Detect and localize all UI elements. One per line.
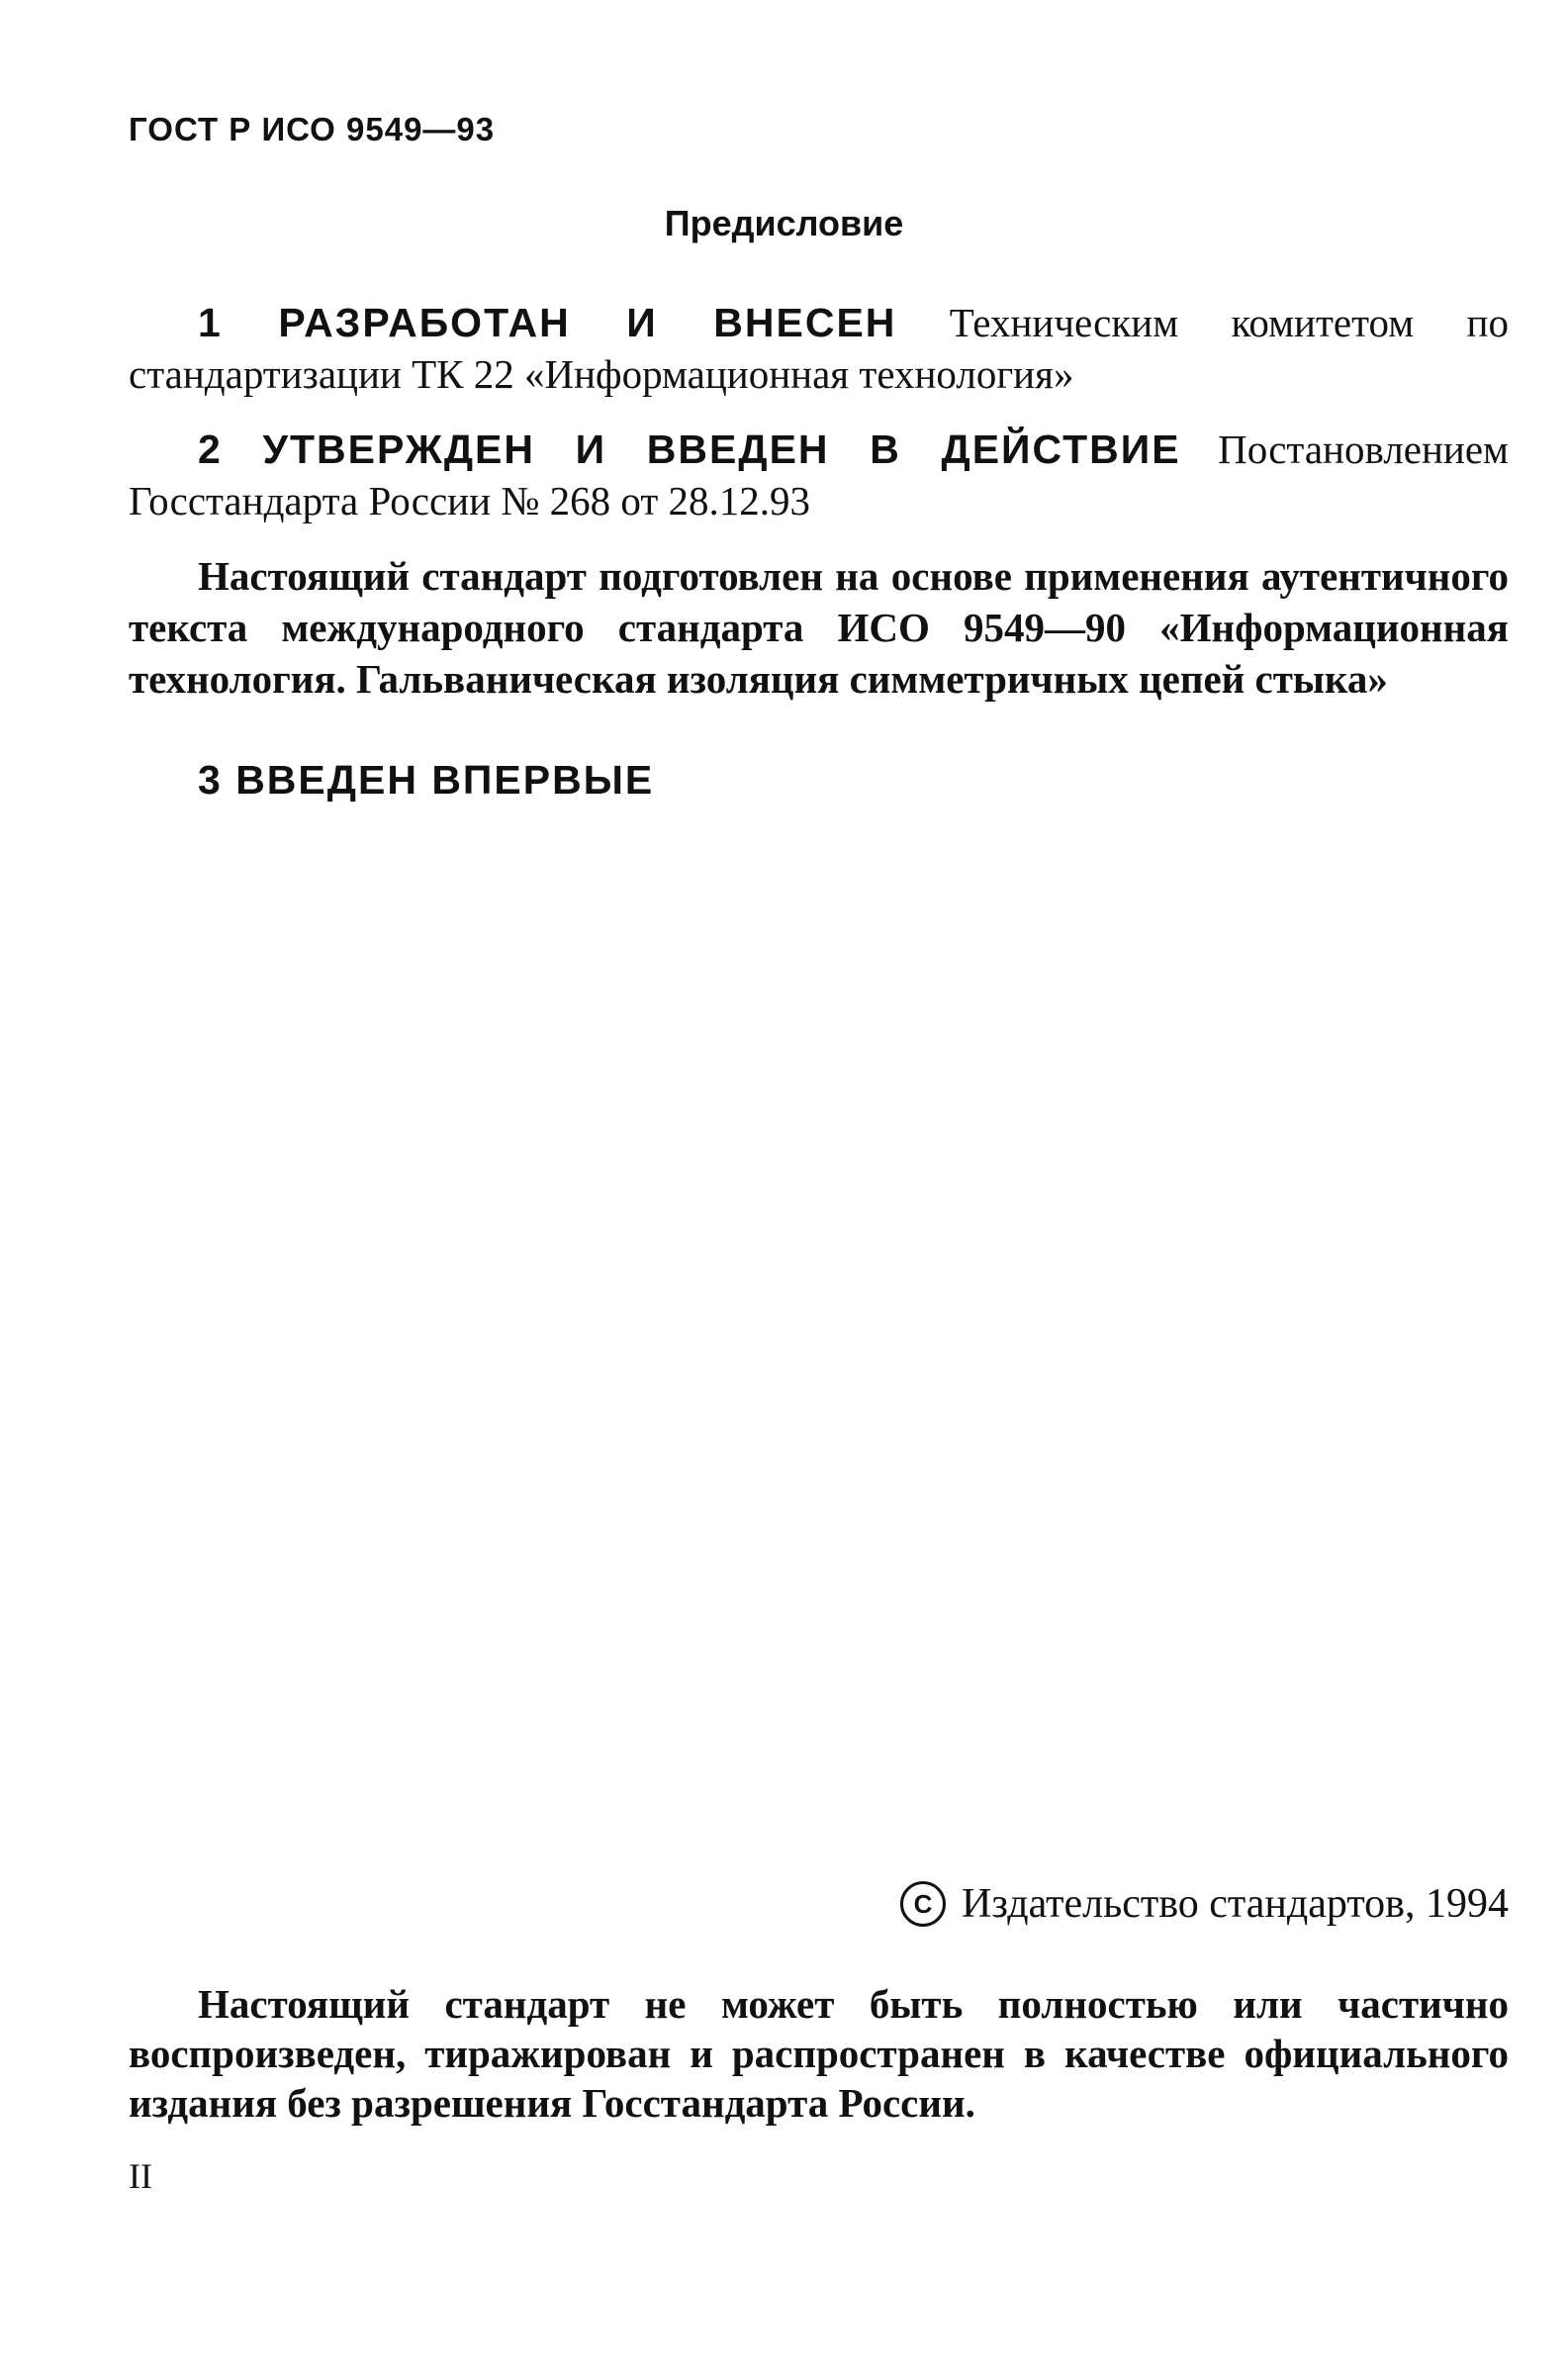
document-code: ГОСТ Р ИСО 9549—93 — [129, 111, 496, 147]
section-3-label: 3 ВВЕДЕН ВПЕРВЫЕ — [198, 757, 655, 803]
section-2 — [129, 424, 1509, 526]
section-2-note: Настоящий стандарт подготовлен на основе применения аутентичного текста международного стандарта ИСО 9549—90 «Информационная технология. Гальваническая изоляция симметричных цепей стыка» — [129, 553, 1509, 702]
copyright-text: Издательство стандартов, 1994 — [962, 1881, 1509, 1927]
section-1-label: 1 РАЗРАБОТАН И ВНЕСЕН — [198, 300, 897, 345]
page-title: Предисловие — [664, 203, 904, 243]
copyright-line — [900, 1880, 1509, 1928]
copyright-icon: C — [900, 1881, 946, 1927]
reproduction-notice: Настоящий стандарт не может быть полностью или частично воспроизведен, тиражирован и распространен в качестве официального издания без разрешения Госстандарта России. — [129, 1981, 1509, 2126]
section-1-text: Техническим комитетом по стандартизации ТК 22 «Информационная технология» — [129, 300, 1509, 397]
section-3 — [129, 754, 1509, 806]
section-2-label: 2 УТВЕРЖДЕН И ВВЕДЕН В ДЕЙСТВИЕ — [198, 427, 1181, 472]
section-2-text: Постановлением Госстандарта России № 268 от 28.12.93 — [129, 427, 1509, 523]
section-1 — [129, 297, 1509, 400]
page-number: II — [129, 2156, 152, 2196]
